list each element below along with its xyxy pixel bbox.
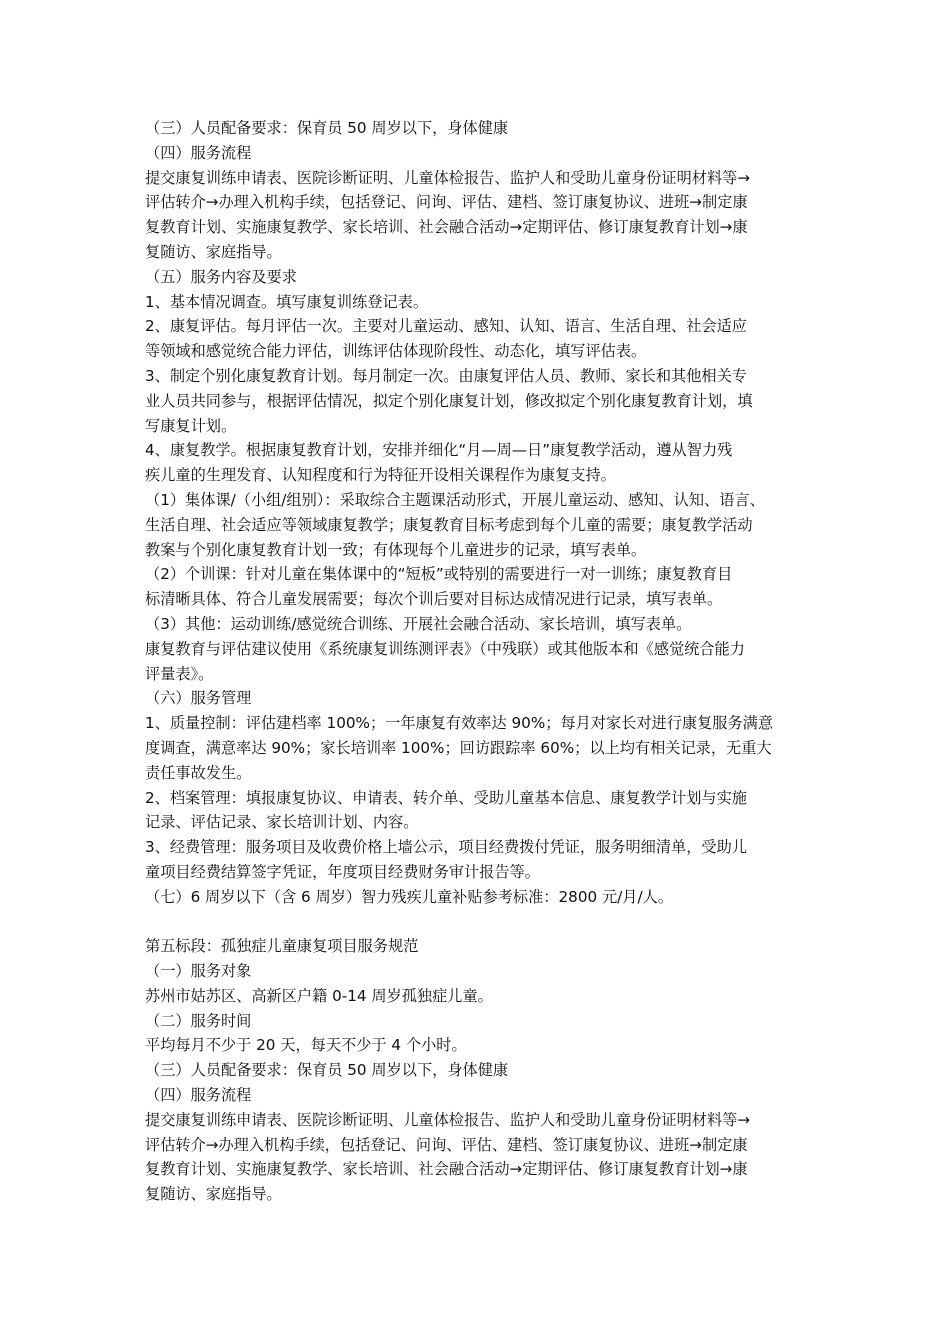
text-line: 度调查，满意率达 90%；家长培训率 100%；回访跟踪率 60%；以上均有相关记录，无重大 <box>145 738 772 757</box>
text-line: 标清晰具体、符合儿童发展需要；每次个训后要对目标达成情况进行记录，填写表单。 <box>145 590 723 609</box>
text-line: 评估转介→办理入机构手续，包括登记、问询、评估、建档、签订康复协议、进班→制定康 <box>145 193 748 212</box>
text-line: （三）人员配备要求：保育员 50 周岁以下，身体健康 <box>145 1061 509 1080</box>
text-line: 疾儿童的生理发育、认知程度和行为特征开设相关课程作为康复支持。 <box>145 466 616 485</box>
text-line: 1、基本情况调查。填写康复训练登记表。 <box>145 292 429 311</box>
text-line: 评量表》。 <box>145 664 214 683</box>
text-line: （二）服务时间 <box>145 1011 252 1030</box>
text-line: 苏州市姑苏区、高新区户籍 0-14 周岁孤独症儿童。 <box>145 986 493 1005</box>
text-line: （2）个训课：针对儿童在集体课中的“短板”或特别的需要进行一对一训练；康复教育目 <box>145 565 733 584</box>
text-line: 第五标段：孤独症儿童康复项目服务规范 <box>145 937 419 956</box>
text-line: 平均每月不少于 20 天，每天不少于 4 个小时。 <box>145 1036 467 1055</box>
text-line: （三）人员配备要求：保育员 50 周岁以下，身体健康 <box>145 119 509 137</box>
text-line: 写康复计划。 <box>145 416 237 435</box>
blank-line <box>145 910 825 935</box>
text-line: （一）服务对象 <box>145 962 252 981</box>
text-line: （3）其他：运动训练/感觉统合训练、开展社会融合活动、家长培训，填写表单。 <box>145 614 692 633</box>
text-line: 复随访、家庭指导。 <box>145 242 282 261</box>
text-line: 记录、评估记录、家长培训计划、内容。 <box>145 813 419 832</box>
text-line: 2、档案管理：填报康复协议、申请表、转介单、受助儿童基本信息、康复教学计划与实施 <box>145 788 747 807</box>
text-line: 责任事故发生。 <box>145 763 252 782</box>
text-line: 业人员共同参与，根据评估情况，拟定个别化康复计划，修改拟定个别化康复教育计划，填 <box>145 391 753 410</box>
text-line: 教案与个别化康复教育计划一致；有体现每个儿童进步的记录，填写表单。 <box>145 540 647 559</box>
text-line: 评估转介→办理入机构手续，包括登记、问询、评估、建档、签订康复协议、进班→制定康 <box>145 1135 748 1154</box>
text-line: 提交康复训练申请表、医院诊断证明、儿童体检报告、监护人和受助儿童身份证明材料等→ <box>145 1110 751 1129</box>
text-line: 生活自理、社会适应等领域康复教学；康复教育目标考虑到每个儿童的需要；康复教学活动 <box>145 515 753 534</box>
text-line: 童项目经费结算签字凭证，年度项目经费财务审计报告等。 <box>145 862 540 881</box>
text-line: （1）集体课/（小组/组别）：采取综合主题课活动形式，开展儿童运动、感知、认知、语言、 <box>145 490 765 509</box>
text-line: 4、康复教学。根据康复教育计划，安排并细化“月—周—日”康复教学活动，遵从智力残 <box>145 441 733 460</box>
text-line: （四）服务流程 <box>145 1086 252 1105</box>
text-line: 提交康复训练申请表、医院诊断证明、儿童体检报告、监护人和受助儿童身份证明材料等→ <box>145 168 751 187</box>
text-line: （七）6 周岁以下（含 6 周岁）智力残疾儿童补贴参考标准：2800 元/月/人。 <box>145 887 673 906</box>
text-line: （四）服务流程 <box>145 143 252 162</box>
text-line: （五）服务内容及要求 <box>145 267 297 286</box>
text-line: 康复教育与评估建议使用《系统康复训练测评表》（中残联）或其他版本和《感觉统合能力 <box>145 639 745 658</box>
text-line: 等领域和感觉统合能力评估，训练评估体现阶段性、动态化，填写评估表。 <box>145 342 647 361</box>
document-body <box>145 116 825 1207</box>
text-line: 复教育计划、实施康复教学、家长培训、社会融合活动→定期评估、修订康复教育计划→康 <box>145 1160 748 1179</box>
text-line: 1、质量控制：评估建档率 100%；一年康复有效率达 90%；每月对家长对进行康复服务满意 <box>145 714 774 733</box>
text-line: 3、经费管理：服务项目及收费价格上墙公示，项目经费拨付凭证，服务明细清单，受助儿 <box>145 838 747 857</box>
text-line: （六）服务管理 <box>145 689 252 708</box>
text-line: 3、制定个别化康复教育计划。每月制定一次。由康复评估人员、教师、家长和其他相关专 <box>145 366 747 385</box>
text-line: 复随访、家庭指导。 <box>145 1185 282 1204</box>
text-line: 复教育计划、实施康复教学、家长培训、社会融合活动→定期评估、修订康复教育计划→康 <box>145 218 748 237</box>
text-line: 2、康复评估。每月评估一次。主要对儿童运动、感知、认知、语言、生活自理、社会适应 <box>145 317 747 336</box>
